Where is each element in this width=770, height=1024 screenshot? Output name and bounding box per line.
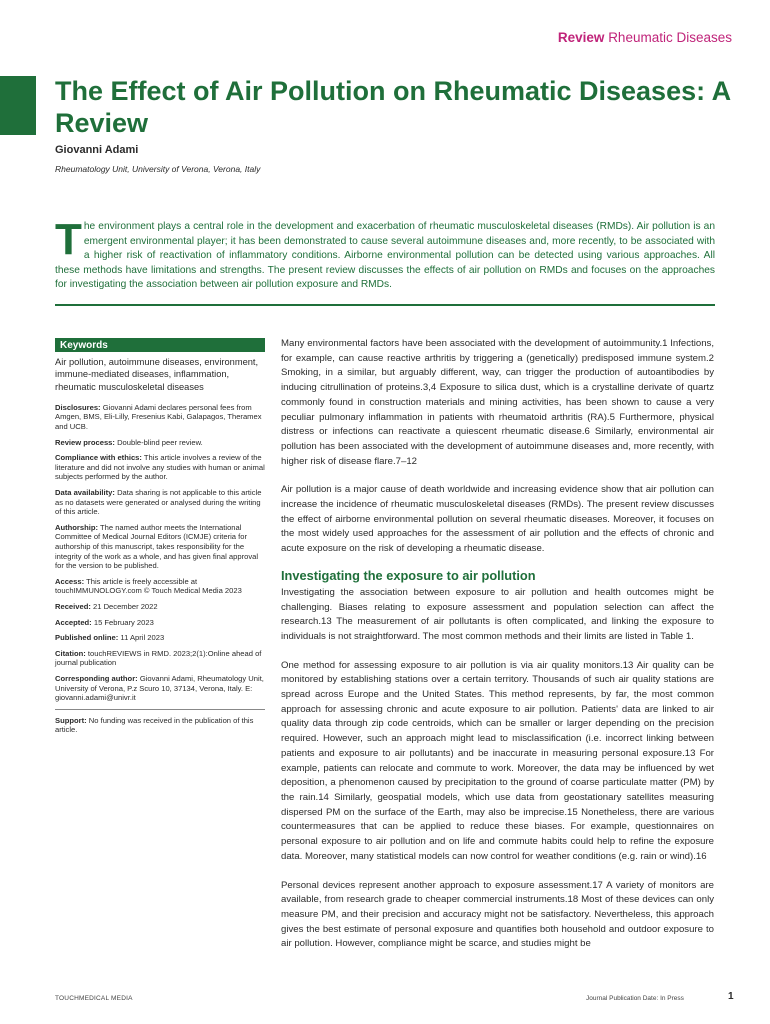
section-color-bar [0,76,36,135]
accepted-date: Accepted: 15 February 2023 [55,617,154,627]
section-heading: Investigating the exposure to air pollution [281,567,536,583]
body-paragraph: Investigating the association between exposure to air pollution and health outcomes might be challenging. Biases relating to exposure assessment and population selection can affect the research.13 The measurement of air pollutants is often complicated, and linking the exposure to individuals is not straightforward. The most common methods and their limits are listed in Table 1. [281,586,714,642]
disclosures: Disclosures: Giovanni Adami declares personal fees from Amgen, BMS, Eli-Lilly, Fresenius Kabi, Galapagos, Theramex and UCB. [55,402,262,432]
author-name: Giovanni Adami [55,144,139,156]
published-date: Published online: 11 April 2023 [55,633,165,643]
data-availability: Data availability: Data sharing is not applicable to this article as no datasets were generated or analysed during the writing of this article. [55,488,262,517]
drop-cap: T [55,215,82,264]
journal-topic: Rheumatic Diseases [608,30,732,45]
main-body [281,337,714,966]
authorship: Authorship: The named author meets the International Committee of Medical Journal Editors (ICMJE) criteria for authorship of this manuscript, takes responsibility for the integrity of the work as a whole, and has given final approval for the version to be published. [55,522,259,571]
citation: Citation: touchREVIEWS in RMD. 2023;2(1):Online ahead of journal publication [55,648,262,668]
body-paragraph: Personal devices represent another approach to exposure assessment.17 A variety of monitors are available, from research grade to cheaper commercial instruments.18 Most of these devices can only measure PM, and their precision and accuracy might not be satisfactory. Nevertheless, this approach gives the best estimate of personal exposure and quantifies both household and outdoor exposure to air pollution. However, compliance might be scarce, and studies might be [281,879,714,950]
body-paragraph: One method for assessing exposure to air pollution is via air quality monitors.13 Air quality can be monitored by establishing stations over a certain territory. Thousands of such air quality stations are spread across Europe and the United States. This method represents, by far, the most common approach for assessing chronic and acute exposure to air pollution. Patients' data are linked to air quality data through zip code centroids, which can be smaller or larger depending on the precision required. However, such an approach might lead to misclassification (i.e. incorrect linking between patients and exposure to air pollutants) and be inaccurate in measuring personal exposure.13 For example, patients can relocate and commute to work. Moreover, the data may be influenced by wet deposition, a phenomenon caused by precipitation to the ground of coarse particulate matter (PM) by the rain.14 Similarly, geospatial models, which use data from geostationary satellites measuring dispersed PM on the surface of the Earth, may also be imprecise.15 Nonetheless, there are various countermeasures that can be applied to reduce these biases. For example, questionnaires on personal exposure to air pollution and on life and commute habits could help to refine the exposure data. Moreover, many statistical models can now control for weather conditions (e.g. rain or wind).16 [281,659,714,862]
article-type: Review [557,30,605,45]
compliance-ethics: Compliance with ethics: This article involves a review of the literature and did not involve any studies with human or animal subjects performed by the author. [55,453,265,482]
review-process: Review process: Double-blind peer review. [55,437,203,447]
received-date: Received: 21 December 2022 [55,601,158,611]
publication-date-footer: Journal Publication Date: In Press [586,995,684,1002]
body-paragraph: Many environmental factors have been associated with the development of autoimmunity.1 Infections, for example, can cause reactive arthritis by triggering a (genetically) predisposed immune system.2 Smoking, in a similar, but arguably different, way, can trigger the production of autoantibodies by inducing citrullination of proteins.3,4 Exposure to silica dust, which is a crystalline derivate of quartz commonly found in construction materials and mining activities, has been shown to cause a very peculiar pulmonary inflammation in patients with rheumatoid arthritis (RA).5 Furthermore, physical distress or infections can reactivate a quiescent rheumatic disease.6 Similarly, environmental air pollution has been associated with the development of autoimmune diseases and, more recently, with higher risk of disease flare.7–12 [281,338,714,467]
page-number: 1 [728,991,734,1002]
body-paragraph: Air pollution is a major cause of death worldwide and increasing evidence show that air pollution can increase the incidence of rheumatic musculoskeletal diseases (RMDs). The present review discusses the effect of airborne environmental pollution on several rheumatic diseases. Moreover, it focuses on the most widely used approaches for the assessment of air pollution and the effects of chronic and acute exposure on the risk of developing a rheumatic disease. [281,484,714,555]
keywords-heading: Keywords [55,338,265,352]
abstract [55,215,715,293]
article-title: The Effect of Air Pollution on Rheumatic Diseases: A Review [55,76,731,138]
sidebar [55,338,265,741]
corresponding-author: Corresponding author: Giovanni Adami, Rheumatology Unit, University of Verona, P.z Scuro 10, 37134, Verona, Italy. E: giovanni.adami@univr.it [55,673,264,703]
author-affiliation: Rheumatology Unit, University of Verona, Verona, Italy [55,164,261,174]
publisher-footer: TOUCHMEDICAL MEDIA [55,995,133,1002]
access: Access: This article is freely accessible at touchIMMUNOLOGY.com © Touch Medical Media 2023 [55,576,242,596]
sidebar-divider [55,709,265,710]
abstract-divider [55,304,715,306]
support: Support: No funding was received in the publication of this article. [55,715,254,735]
keywords-list: Air pollution, autoimmune diseases, environment, immune-mediated diseases, inflammation, rheumatic musculoskeletal diseases [55,357,259,392]
running-header [558,30,732,45]
abstract-text: he environment plays a central role in the development and exacerbation of rheumatic musculoskeletal diseases (RMDs). Air pollution is an emergent environmental player; it has been demonstrated to cause several autoimmune diseases and, more recently, to be associated with a higher risk of reactivation of inflammatory conditions. Airborne environmental pollution can be detected using various approaches. All these methods have limitations and strengths. The present review discusses the effects of air pollution on RMDs and focuses on the approaches for investigating the association between air pollution exposure and RMDs. [55,221,715,291]
